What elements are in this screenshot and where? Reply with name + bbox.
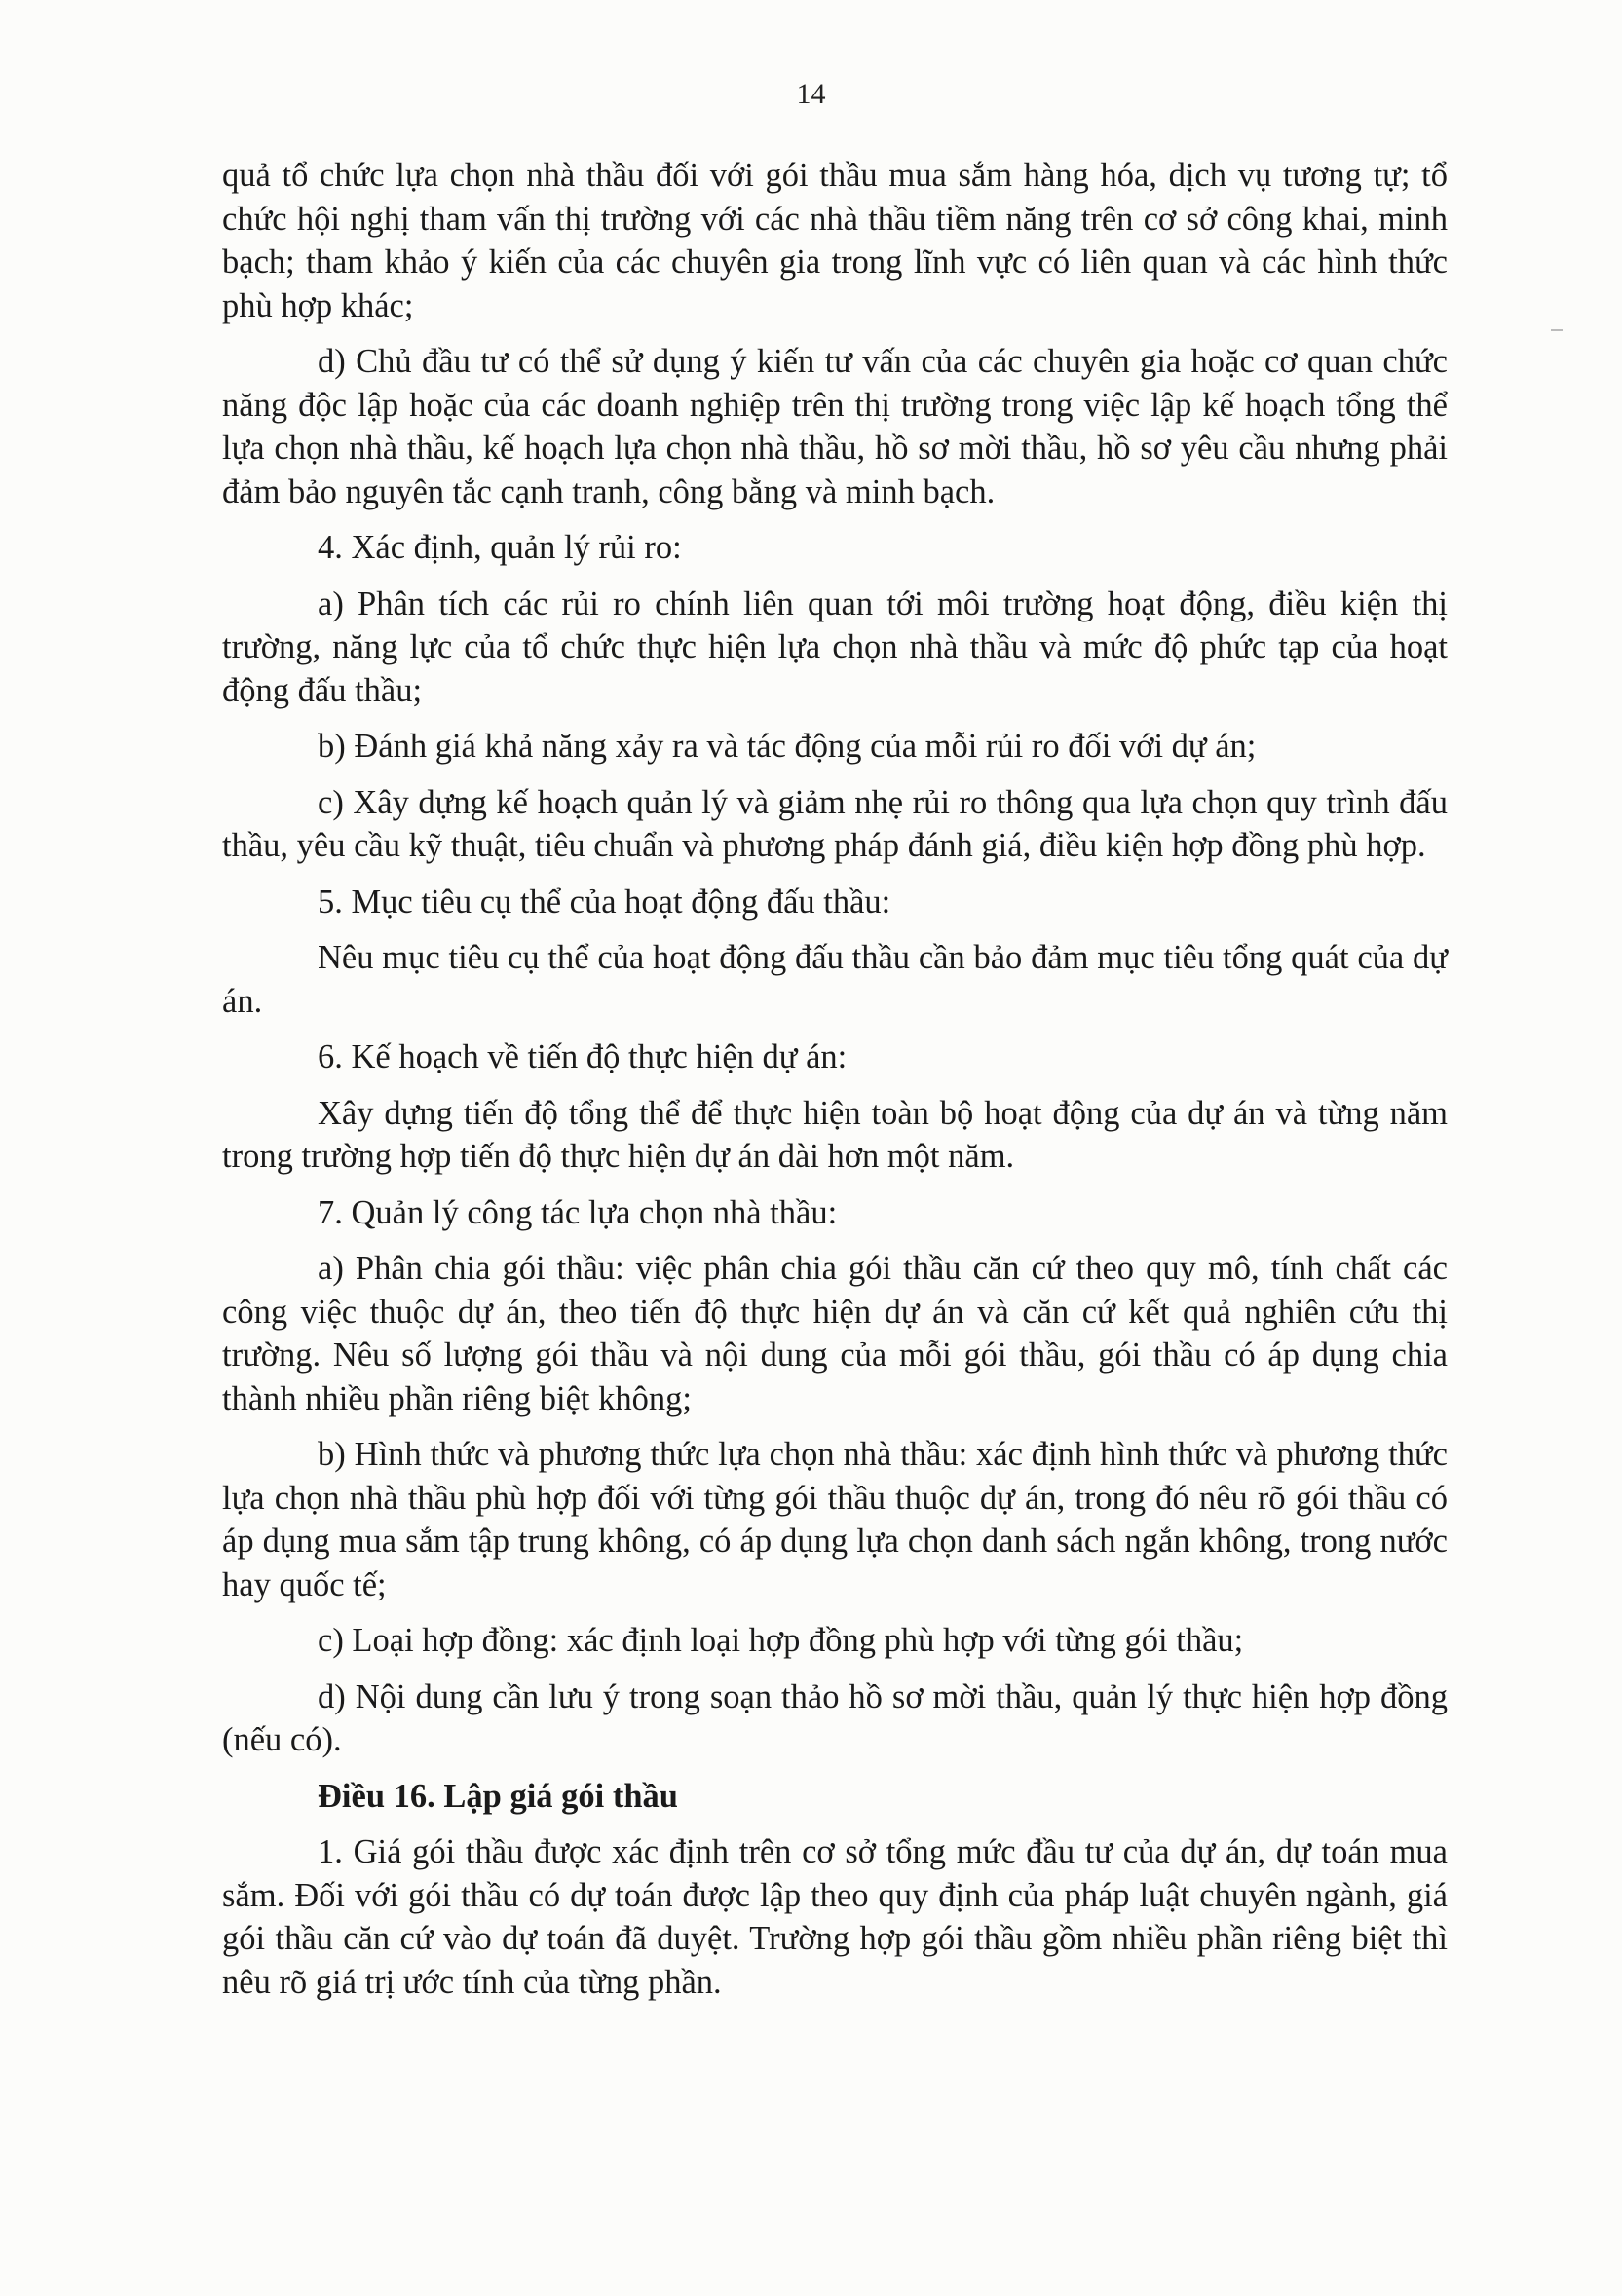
page-number: 14 <box>796 78 826 110</box>
paragraph: d) Nội dung cần lưu ý trong soạn thảo hồ sơ mời thầu, quản lý thực hiện hợp đồng (nếu có). <box>222 1677 1448 1758</box>
paragraph: Xây dựng tiến độ tổng thể để thực hiện toàn bộ hoạt động của dự án và từng năm trong trường hợp tiến độ thực hiện dự án dài hơn một năm. <box>222 1094 1448 1175</box>
paragraph: 1. Giá gói thầu được xác định trên cơ sở tổng mức đầu tư của dự án, dự toán mua sắm. Đối với gói thầu có dự toán được lập theo quy định của pháp luật chuyên ngành, giá gói thầu căn cứ vào dự toán đã duyệt. Trường hợp gói thầu gồm nhiều phần riêng biệt thì nêu rõ giá trị ước tính của từng phần. <box>222 1833 1448 2001</box>
paragraph: b) Đánh giá khả năng xảy ra và tác động của mỗi rủi ro đối với dự án; <box>318 728 1257 765</box>
paragraph: quả tổ chức lựa chọn nhà thầu đối với gói thầu mua sắm hàng hóa, dịch vụ tương tự; tổ chức hội nghị tham vấn thị trường với các nhà thầu tiềm năng trên cơ sở công khai, minh bạch; tham khảo ý kiến của các chuyên gia trong lĩnh vực có liên quan và các hình thức phù hợp khác; <box>222 157 1448 324</box>
paragraph: d) Chủ đầu tư có thể sử dụng ý kiến tư vấn của các chuyên gia hoặc cơ quan chức năng độc lập hoặc của các doanh nghiệp trên thị trường trong việc lập kế hoạch tổng thể lựa chọn nhà thầu, kế hoạch lựa chọn nhà thầu, hồ sơ mời thầu, hồ sơ yêu cầu nhưng phải đảm bảo nguyên tắc cạnh tranh, công bằng và minh bạch. <box>222 343 1448 510</box>
document-body <box>222 154 1448 2016</box>
paragraph: Nêu mục tiêu cụ thể của hoạt động đấu thầu cần bảo đảm mục tiêu tổng quát của dự án. <box>222 939 1448 1020</box>
paragraph: b) Hình thức và phương thức lựa chọn nhà thầu: xác định hình thức và phương thức lựa chọn nhà thầu phù hợp đối với từng gói thầu thuộc dự án, trong đó nêu rõ gói thầu có áp dụng mua sắm tập trung không, có áp dụng lựa chọn danh sách ngắn không, trong nước hay quốc tế; <box>222 1436 1448 1603</box>
paragraph: c) Xây dựng kế hoạch quản lý và giảm nhẹ rủi ro thông qua lựa chọn quy trình đấu thầu, yêu cầu kỹ thuật, tiêu chuẩn và phương pháp đánh giá, điều kiện hợp đồng phù hợp. <box>222 783 1448 864</box>
paragraph: c) Loại hợp đồng: xác định loại hợp đồng phù hợp với từng gói thầu; <box>318 1622 1244 1659</box>
paragraph: 5. Mục tiêu cụ thể của hoạt động đấu thầu: <box>318 883 891 921</box>
paragraph: a) Phân chia gói thầu: việc phân chia gói thầu căn cứ theo quy mô, tính chất các công việc thuộc dự án, theo tiến độ thực hiện dự án và căn cứ kết quả nghiên cứu thị trường. Nêu số lượng gói thầu và nội dung của mỗi gói thầu, gói thầu có áp dụng chia thành nhiều phần riêng biệt không; <box>222 1250 1448 1417</box>
paragraph: 6. Kế hoạch về tiến độ thực hiện dự án: <box>318 1038 848 1075</box>
scan-mark <box>1551 329 1563 331</box>
paragraph: a) Phân tích các rủi ro chính liên quan tới môi trường hoạt động, điều kiện thị trường, năng lực của tổ chức thực hiện lựa chọn nhà thầu và mức độ phức tạp của hoạt động đấu thầu; <box>222 584 1448 709</box>
article-heading: Điều 16. Lập giá gói thầu <box>318 1777 678 1815</box>
paragraph: 7. Quản lý công tác lựa chọn nhà thầu: <box>318 1193 838 1231</box>
paragraph: 4. Xác định, quản lý rủi ro: <box>318 529 682 566</box>
